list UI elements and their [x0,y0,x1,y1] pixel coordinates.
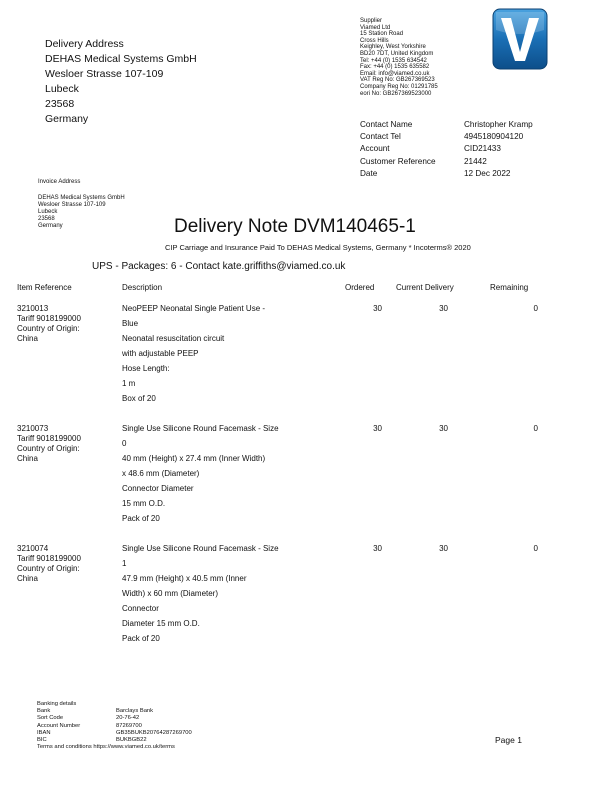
item-tariff: Tariff 9018199000 [17,314,81,323]
supplier-line: Fax: +44 (0) 1535 635582 [360,64,430,71]
description-line: Pack of 20 [122,514,160,523]
item-code: 3210013 [17,304,49,313]
supplier-line: Email: info@viamed.co.uk [360,70,430,77]
banking-label: Account Number [37,722,81,729]
delivery-address-line: DEHAS Medical Systems GmbH [45,53,197,65]
header-ordered: Ordered [345,283,375,292]
banking-value: 87269700 [116,722,142,729]
supplier-line: eori No: GB267369523000 [360,90,432,97]
item-origin-country: China [17,574,38,583]
banking-row [37,708,192,715]
invoice-address-line: Lubeck [38,209,58,215]
item-reference [17,544,117,584]
delivery-address-line: 23568 [45,98,75,110]
banking-label: Bank [37,708,51,715]
qty-ordered: 30 [373,304,382,313]
description-line: NeoPEEP Neonatal Single Patient Use - [122,304,266,313]
detail-value: 21442 [464,156,487,166]
description-line: Hose Length: [122,364,170,373]
item-origin-country: China [17,334,38,343]
supplier-block [360,18,438,97]
banking-value: Barclays Bank [116,708,154,715]
delivery-address-line: Germany [45,113,89,125]
item-origin-label: Country of Origin: [17,564,80,573]
delivery-address-heading: Delivery Address [45,38,124,50]
header-item-reference: Item Reference [17,283,72,292]
qty-current-delivery: 30 [439,304,448,313]
detail-label: Contact Tel [360,132,401,142]
terms-link[interactable]: Terms and conditions https://www.viamed.co.uk/terms [37,744,175,751]
detail-row [360,156,533,168]
detail-value: CID21433 [464,144,501,154]
detail-label: Contact Name [360,120,413,129]
banking-value: BUKBGB22 [116,737,147,744]
detail-row [360,168,533,180]
detail-label: Date [360,168,378,178]
viamed-logo [492,8,548,70]
detail-label: Account [360,144,390,154]
supplier-line: Company Reg No: 01291785 [360,83,438,90]
description-line: Width) x 60 mm (Diameter) [122,589,219,598]
description-line: Connector Diameter [122,484,194,493]
banking-value: GB35BUKB20764287269700 [116,729,192,736]
item-code: 3210074 [17,544,49,553]
invoice-address-line: DEHAS Medical Systems GmbH [38,195,125,201]
description-line: Box of 20 [122,394,156,403]
banking-row [37,715,192,722]
description-line: 1 m [122,379,136,388]
banking-row [37,723,192,730]
shipping-line: UPS - Packages: 6 - Contact kate.griffiths@viamed.co.uk [92,261,346,272]
invoice-address [38,179,125,230]
delivery-address-line: Lubeck [45,83,79,95]
supplier-line: Tel: +44 (0) 1535 634542 [360,57,427,64]
invoice-address-heading: Invoice Address [38,179,81,185]
delivery-address-line: Wesloer Strasse 107-109 [45,68,164,80]
description-line: 1 [122,559,127,568]
qty-remaining: 0 [533,304,538,313]
supplier-line: BD20 7DT, United Kingdom [360,50,434,57]
header-remaining: Remaining [490,283,529,292]
item-origin-country: China [17,454,38,463]
description-line: Neonatal resuscitation circuit [122,334,225,343]
header-description: Description [122,283,163,292]
item-origin-label: Country of Origin: [17,324,80,333]
viamed-logo-icon [492,8,548,70]
description-line: 40 mm (Height) x 27.4 mm (Inner Width) [122,454,266,463]
description-line: 15 mm O.D. [122,499,166,508]
supplier-line: Viamed Ltd [360,24,391,31]
detail-value: 4945180904120 [464,132,524,142]
detail-label: Customer Reference [360,156,436,166]
item-description [122,421,327,526]
detail-row [360,143,533,155]
page-number: Page 1 [495,735,522,745]
supplier-line: Keighley, West Yorkshire [360,44,426,51]
qty-ordered: 30 [373,424,382,433]
header-current-delivery: Current Delivery [396,283,454,292]
detail-value: Christopher Kramp [464,120,533,129]
invoice-address-line: 23568 [38,216,55,222]
qty-ordered: 30 [373,544,382,553]
supplier-line: VAT Reg No: GB267369523 [360,77,435,84]
description-line: 0 [122,439,127,448]
supplier-line: 15 Station Road [360,31,404,38]
banking-label: IBAN [37,729,51,736]
detail-row [360,119,533,131]
supplier-line: Supplier [360,18,383,24]
banking-row [37,730,192,737]
description-line: Blue [122,319,139,328]
banking-value: 20-76-42 [116,715,140,722]
description-line: with adjustable PEEP [122,349,199,358]
document-title: Delivery Note DVM140465-1 [174,216,416,237]
banking-details [37,701,192,751]
banking-label: BIC [37,737,47,744]
description-line: Connector [122,604,159,613]
description-line: 47.9 mm (Height) x 40.5 mm (Inner [122,574,247,583]
qty-current-delivery: 30 [439,424,448,433]
delivery-address [45,37,197,127]
item-tariff: Tariff 9018199000 [17,434,81,443]
item-code: 3210073 [17,424,49,433]
contact-details [360,119,533,180]
description-line: Single Use Silicone Round Facemask - Size [122,544,279,553]
item-origin-label: Country of Origin: [17,444,80,453]
banking-label: Sort Code [37,715,64,722]
description-line: Diameter 15 mm O.D. [122,619,200,628]
invoice-address-line: Wesloer Strasse 107-109 [38,202,106,208]
item-description [122,301,327,406]
description-line: Single Use Silicone Round Facemask - Size [122,424,279,433]
supplier-line: Cross Hills [360,37,389,44]
item-reference [17,424,117,464]
detail-row [360,131,533,143]
banking-row [37,737,192,744]
description-line: Pack of 20 [122,634,160,643]
incoterms-line: CIP Carriage and Insurance Paid To DEHAS Medical Systems, Germany * Incoterms® 2020 [165,243,471,252]
description-line: x 48.6 mm (Diameter) [122,469,200,478]
item-reference [17,304,117,344]
invoice-address-line: Germany [38,223,63,229]
qty-remaining: 0 [533,544,538,553]
banking-heading: Banking details [37,701,77,707]
item-description [122,541,327,646]
qty-current-delivery: 30 [439,544,448,553]
detail-value: 12 Dec 2022 [464,168,511,178]
item-tariff: Tariff 9018199000 [17,554,81,563]
qty-remaining: 0 [533,424,538,433]
